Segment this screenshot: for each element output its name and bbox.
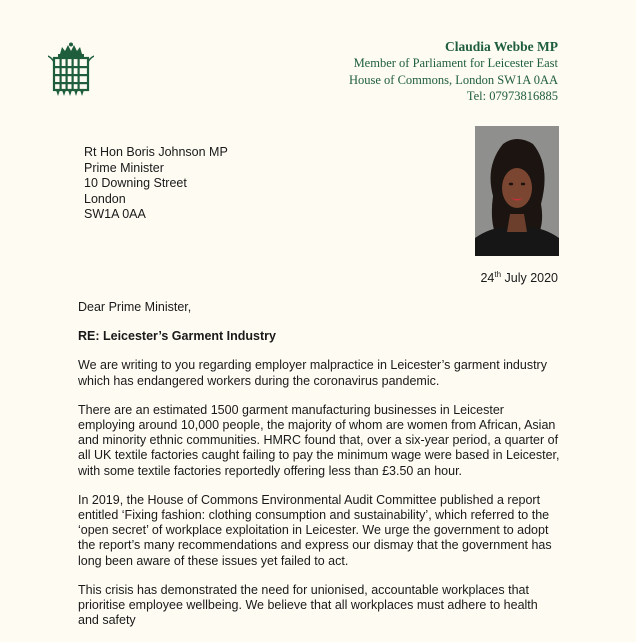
- body-paragraph: This crisis has demonstrated the need for unionised, accountable workplaces that prioritise employee wellbeing. We believe that all workplaces must adhere to health and safety: [78, 582, 538, 628]
- body-paragraph: We are writing to you regarding employer malpractice in Leicester’s garment industry which has endangered workers during the coronavirus pandemic.: [78, 358, 547, 388]
- recipient-line: 10 Downing Street: [84, 176, 187, 191]
- letter-date: 24th July 2020: [480, 270, 558, 286]
- recipient-line: Prime Minister: [84, 160, 164, 175]
- salutation: Dear Prime Minister,: [78, 300, 192, 314]
- body-paragraph: In 2019, the House of Commons Environmental Audit Committee published a report entitled ‘Fixing fashion: clothing consumption and sustainability’, which referred to the ‘open secret’ of workplace exploitation in Leicester. We urge the government to adopt the report’s many recommendations and express our dismay that the government has long been aware of these issues yet failed to act.: [78, 492, 552, 568]
- body-paragraph: There are an estimated 1500 garment manufacturing businesses in Leicester employing around 10,000 people, the majority of whom are women from African, Asian and minority ethnic communities. HMRC found that, over a six-year period, a quarter of all UK textile factories caught failing to pay the minimum wage were based in Leicester, with some textile factories reportedly offering less than £3.50 an hour.: [78, 402, 560, 478]
- recipient-line: SW1A 0AA: [84, 207, 146, 222]
- recipient-line: Rt Hon Boris Johnson MP: [84, 145, 228, 159]
- recipient-line: London: [84, 191, 126, 206]
- mp-role: Member of Parliament for Leicester East: [353, 56, 558, 70]
- subject-line: RE: Leicester’s Garment Industry: [78, 329, 276, 344]
- portcullis-crest-icon: [48, 42, 94, 98]
- mp-portrait-photo: [475, 126, 559, 256]
- letter-body: [78, 300, 560, 642]
- recipient-address: [84, 145, 228, 223]
- mp-telephone: Tel: 07973816885: [466, 89, 558, 103]
- mp-name: Claudia Webbe MP: [444, 39, 558, 54]
- mp-address: House of Commons, London SW1A 0AA: [348, 72, 558, 87]
- letterhead: [349, 38, 558, 105]
